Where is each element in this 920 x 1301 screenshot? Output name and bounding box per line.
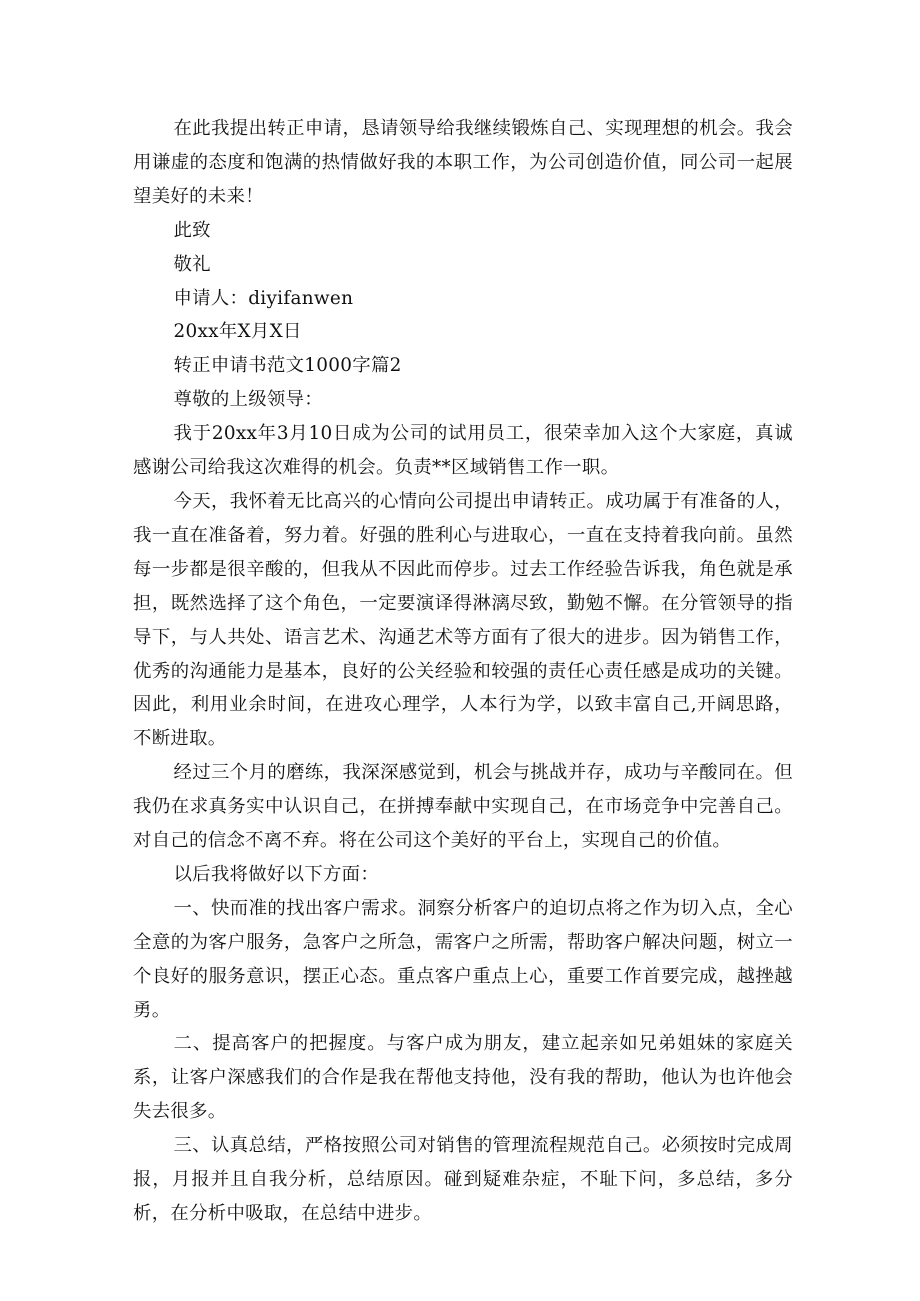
section-title: 转正申请书范文1000字篇2	[173, 355, 402, 377]
greeting-line: 尊敬的上级领导：	[173, 389, 323, 411]
paragraph-three-months: 经过三个月的磨练，我深深感觉到，机会与挑战并存，成功与辛酸同在。但我仍在求真务实中认识自己，在拼搏奉献中实现自己，在市场竞争中完善自己。对自己的信念不离不弃。将在公司这个美好的平台上，实现自己的价值。	[133, 762, 793, 852]
salutation-jingli: 敬礼	[173, 253, 211, 275]
paragraph-point-three: 三、认真总结，严格按照公司对销售的管理流程规范自己。必须按时完成周报，月报并且自我分析，总结原因。碰到疑难杂症，不耻下问，多总结，多分析，在分析中吸取，在总结中进步。	[133, 1135, 793, 1224]
document-page	[133, 112, 793, 1231]
paragraph-closing-request: 在此我提出转正申请，恳请领导给我继续锻炼自己、实现理想的机会。我会用谦虚的态度和饱满的热情做好我的本职工作，为公司创造价值，同公司一起展望美好的未来！	[133, 118, 793, 207]
paragraph-today: 今天，我怀着无比高兴的心情向公司提出申请转正。成功属于有准备的人，我一直在准备着，努力着。好强的胜利心与进取心，一直在支持着我向前。虽然每一步都是很辛酸的，但我从不因此而停步。过去工作经验告诉我，角色就是承担，既然选择了这个角色，一定要演译得淋漓尽致，勤勉不懈。在分管领导的指导下，与人共处、语言艺术、沟通艺术等方面有了很大的进步。因为销售工作，优秀的沟通能力是基本，良好的公关经验和较强的责任心责任感是成功的关键。因此，利用业余时间，在进攻心理学，人本行为学，以致丰富自己,开阔思路，不断进取。	[133, 490, 793, 750]
paragraph-plan-heading: 以后我将做好以下方面：	[173, 863, 380, 885]
paragraph-point-two: 二、提高客户的把握度。与客户成为朋友，建立起亲如兄弟姐妹的家庭关系，让客户深感我们的合作是我在帮他支持他，没有我的帮助，他认为也许他会失去很多。	[133, 1033, 793, 1123]
paragraph-point-one: 一、快而准的找出客户需求。洞察分析客户的迫切点将之作为切入点，全心全意的为客户服务，急客户之所急，需客户之所需，帮助客户解决问题，树立一个良好的服务意识，摆正心态。重点客户重点上心，重要工作首要完成，越挫越勇。	[133, 897, 793, 1021]
date-line: 20xx年X月X日	[173, 321, 302, 343]
applicant-line: 申请人：diyifanwen	[173, 287, 354, 309]
paragraph-intro: 我于20xx年3月10日成为公司的试用员工，很荣幸加入这个大家庭，真诚感谢公司给我这次难得的机会。负责**区域销售工作一职。	[133, 423, 793, 479]
salutation-cizhi: 此致	[173, 219, 211, 241]
